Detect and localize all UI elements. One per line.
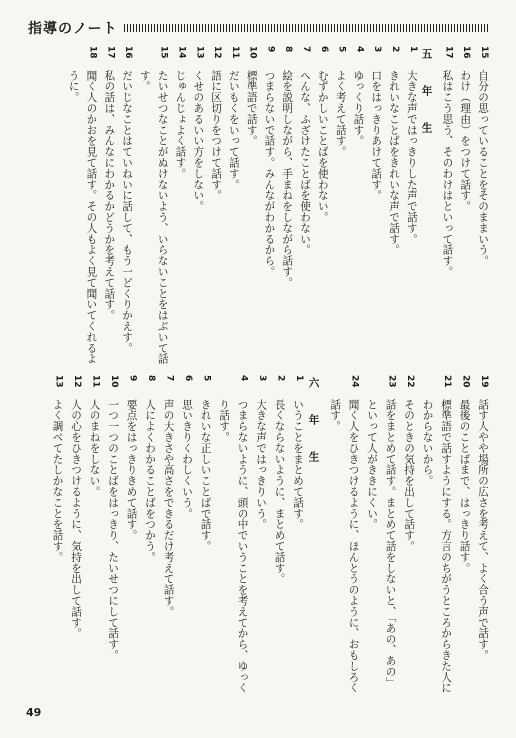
item-number: 3 bbox=[372, 46, 383, 53]
item-number: 10 bbox=[247, 46, 258, 59]
item-text: へんな、ふざけたことばを使わない。 bbox=[299, 70, 312, 256]
list-item bbox=[470, 375, 489, 661]
item-text: といって人がききにくい。 bbox=[366, 399, 378, 530]
item-number: 4 bbox=[354, 46, 365, 53]
list-item bbox=[274, 46, 292, 288]
list-item bbox=[452, 46, 470, 212]
list-item bbox=[239, 46, 257, 146]
item-text: そのときの気持を出して話す。 bbox=[403, 399, 415, 552]
bottom-text-block bbox=[26, 375, 489, 694]
item-text: 一つ一つのことばをはっきり、たいせつにして話す。 bbox=[107, 399, 119, 661]
header-rule bbox=[124, 24, 490, 32]
item-number: 14 bbox=[176, 46, 187, 59]
list-item bbox=[266, 375, 285, 584]
item-text: いうことをまとめて話す。 bbox=[292, 399, 304, 530]
item-text: よく調べてたしかなことを話す。 bbox=[51, 399, 64, 563]
item-number: 3 bbox=[257, 375, 267, 382]
item-number: 1 bbox=[294, 375, 304, 382]
list-item bbox=[63, 375, 82, 639]
list-item bbox=[203, 46, 221, 201]
item-number: 8 bbox=[283, 46, 294, 53]
list-item bbox=[100, 375, 119, 661]
item-number: 9 bbox=[127, 375, 138, 382]
header-title: 指導のノート bbox=[28, 21, 118, 37]
item-number: 1 bbox=[407, 46, 418, 53]
item-number: 9 bbox=[265, 46, 276, 53]
list-item bbox=[168, 46, 186, 179]
item-text: 語に区切りをつけて話す。 bbox=[210, 70, 223, 201]
item-text: 私はこう思う、そのわけはといって話す。 bbox=[441, 70, 454, 278]
item-number: 10 bbox=[109, 375, 119, 388]
list-item bbox=[248, 375, 267, 530]
item-text: す。 bbox=[138, 70, 151, 92]
list-item-continuation bbox=[359, 375, 378, 530]
list-item bbox=[285, 375, 304, 530]
list-item bbox=[470, 46, 488, 266]
list-item bbox=[292, 46, 310, 255]
item-number: 7 bbox=[301, 46, 312, 53]
page-number: 49 bbox=[26, 706, 42, 719]
item-text: 要点をはっきりきめて話す。 bbox=[125, 399, 138, 541]
item-number: 6 bbox=[183, 375, 193, 382]
item-text: 聞く人のかおを見て話す。その人もよく見て聞いてくれるよ bbox=[85, 70, 98, 365]
item-text: 絵を説明しながら、手まねをしながら話す。 bbox=[281, 70, 294, 288]
list-item bbox=[137, 375, 156, 563]
list-item bbox=[340, 375, 359, 693]
item-number: 16 bbox=[123, 46, 134, 59]
section-heading: 五 年 生 bbox=[420, 48, 433, 141]
item-text: 自分の思っていることをそのままいう。 bbox=[477, 70, 489, 267]
item-text: きれいなことばをきれいな声で話す。 bbox=[388, 70, 401, 256]
item-text: 人のまねをしない。 bbox=[88, 399, 101, 498]
item-number: 7 bbox=[164, 375, 175, 382]
item-text: くせのあるいい方をしない。 bbox=[192, 70, 205, 212]
item-text: わからないから。 bbox=[421, 399, 434, 487]
list-item bbox=[363, 46, 381, 201]
item-text: ゆっくり話す。 bbox=[352, 70, 365, 147]
item-number: 5 bbox=[336, 46, 347, 53]
list-item bbox=[396, 375, 415, 552]
list-item bbox=[155, 375, 174, 617]
item-text: じゅんじょよく話す。 bbox=[174, 70, 187, 179]
item-text: わけ（理由）をつけて話す。 bbox=[459, 70, 472, 212]
item-text: 口をはっきりあけて話す。 bbox=[370, 70, 383, 201]
item-text: 話す人やや場所の広さを考えて、よく合う声で話す。 bbox=[477, 399, 489, 661]
item-text: たいせつなことがぬけないよう、いらないことをはぶいて話 bbox=[156, 70, 169, 365]
item-number: 18 bbox=[87, 46, 98, 59]
item-text: つまらないように、頭の中でいうことを考えてから、ゆっく bbox=[236, 399, 249, 694]
item-number: 15 bbox=[479, 46, 489, 59]
list-item-continuation bbox=[414, 375, 433, 486]
item-text: 話す。 bbox=[329, 399, 341, 432]
item-number: 16 bbox=[461, 46, 472, 59]
item-text: むずかしいことばを使わない。 bbox=[316, 70, 329, 223]
item-text: 最後のことばまで、はっきり話す。 bbox=[458, 399, 471, 574]
item-number: 4 bbox=[238, 375, 249, 382]
list-item bbox=[81, 375, 100, 497]
list-item-continuation bbox=[61, 46, 79, 103]
item-text: 思いきりくわしくいう。 bbox=[181, 399, 193, 519]
item-text: よく考えて話す。 bbox=[334, 70, 347, 158]
item-number: 21 bbox=[442, 375, 452, 388]
list-item bbox=[44, 375, 63, 563]
item-text: だいじなことはていねいに話して、もう一どくりかえす。 bbox=[121, 70, 134, 354]
list-item bbox=[150, 46, 168, 364]
list-item bbox=[114, 46, 132, 353]
item-text: 話をまとめて話す。まとめて話をしないと、「あの、あの」 bbox=[384, 399, 397, 688]
top-text-block bbox=[26, 46, 489, 365]
list-item bbox=[399, 46, 417, 244]
item-text: 声の大きさや高さをできるだけ考えて話す。 bbox=[162, 399, 175, 617]
item-number: 12 bbox=[72, 375, 82, 388]
page-header bbox=[28, 18, 490, 38]
item-number: 2 bbox=[390, 46, 401, 53]
item-number: 13 bbox=[194, 46, 205, 59]
item-number: 19 bbox=[479, 375, 489, 388]
list-item bbox=[257, 46, 275, 277]
list-item bbox=[435, 46, 453, 277]
item-text: 人の心をひきつけるように、気持を出して話す。 bbox=[70, 399, 82, 639]
item-number: 6 bbox=[318, 46, 329, 53]
item-number: 8 bbox=[146, 375, 156, 382]
list-item bbox=[221, 46, 239, 190]
item-text: だいもくをいって話す。 bbox=[227, 70, 240, 190]
item-text: 聞く人をひきつけるように、ほんとうのように、おもしろく bbox=[347, 399, 360, 694]
list-item-continuation bbox=[132, 46, 150, 92]
list-item-continuation bbox=[211, 375, 230, 443]
list-item bbox=[377, 375, 396, 688]
list-item bbox=[96, 46, 114, 321]
list-item bbox=[346, 46, 364, 146]
item-text: 人によくわかることばをつかう。 bbox=[144, 399, 156, 563]
list-item bbox=[229, 375, 248, 693]
item-text: 私の話は、みんなにわかるかどうかを考えて話す。 bbox=[103, 70, 116, 321]
list-item bbox=[433, 375, 452, 693]
item-number: 11 bbox=[90, 375, 101, 388]
item-number: 2 bbox=[275, 375, 286, 382]
item-number: 13 bbox=[53, 375, 64, 388]
item-text: 大きな声ではっきりした声で話す。 bbox=[405, 70, 418, 245]
item-number: 23 bbox=[386, 375, 397, 388]
item-number: 15 bbox=[158, 46, 169, 59]
item-number: 12 bbox=[212, 46, 223, 59]
list-item bbox=[79, 46, 97, 364]
item-number: 11 bbox=[229, 46, 240, 59]
item-number: 22 bbox=[405, 375, 415, 388]
list-item bbox=[451, 375, 470, 573]
list-item-continuation bbox=[322, 375, 341, 432]
item-text: 標準語で話すようにする。方言のちがうところからきた人に bbox=[440, 399, 452, 694]
item-number: 20 bbox=[460, 375, 471, 388]
list-item bbox=[310, 46, 328, 223]
item-text: 標準語で話す。 bbox=[245, 70, 258, 147]
list-item bbox=[185, 46, 203, 212]
list-item bbox=[174, 375, 193, 519]
list-item bbox=[192, 375, 211, 552]
item-text: 大きな声ではっきりいう。 bbox=[255, 399, 267, 530]
item-number: 5 bbox=[201, 375, 212, 382]
list-item bbox=[118, 375, 137, 541]
item-number: 24 bbox=[349, 375, 360, 388]
item-text: 長くならないように、まとめて話す。 bbox=[273, 399, 286, 585]
item-text: きれいな正しいことばで話す。 bbox=[199, 399, 212, 552]
section-heading: 六 年 生 bbox=[307, 377, 320, 470]
item-number: 17 bbox=[443, 46, 454, 59]
item-text: り話す。 bbox=[218, 399, 230, 443]
item-text: うに。 bbox=[67, 70, 80, 103]
list-item bbox=[381, 46, 399, 255]
list-item bbox=[328, 46, 346, 157]
item-text: つまらないで話す。みんながわかるから。 bbox=[263, 70, 276, 278]
item-number: 17 bbox=[105, 46, 116, 59]
